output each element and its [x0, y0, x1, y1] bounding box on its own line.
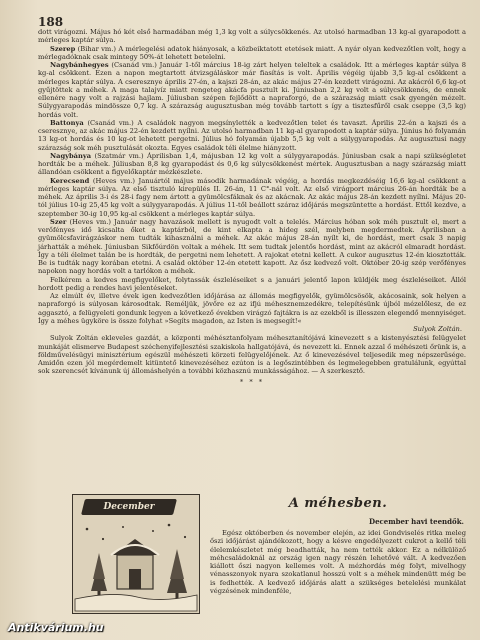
paragraph-text: Felkérem a kedves megfigyelőket, folytassák észleléseiket s a januári jelentő lapon küldjék meg észleléseiket. Állól hordott pedig a rendes havi jelentéseket. [38, 275, 466, 292]
station-name: Szerep [50, 44, 76, 53]
station-name: Nagybánya [50, 151, 92, 160]
paragraph [38, 45, 466, 62]
body-text [38, 28, 466, 389]
illustration-title: December [103, 502, 155, 512]
paragraph-text: (Szatmár vm.) Áprilisban 1,4, májusban 12 kg volt a súlygyarapodás. Júniusban csak a napi szükségletet hordták be a méhek. Júliusban 8,8 kg gyarapodást és 0,6 kg súlycsökkenést mértek. Augusztusban a nagy szárazság miatt állandóan csökkent a figyelőkaptár mézkészlete. [38, 151, 466, 177]
page-number: 188 [38, 15, 64, 29]
subheading: December havi teendők. [369, 517, 464, 526]
paragraph [38, 218, 466, 276]
paragraph [38, 276, 466, 293]
station-name: Nagybánhegyes [50, 61, 109, 69]
paragraph [38, 292, 466, 325]
paragraph-text: (Heves vm.) Januártól május második harmadának végéig, a hordás megkezdéséig 16,6 kg-al csökkent a mérleges kaptár súlya. Az első tisztuló kirepülés II. 26-án, 11 C°-nál volt. Az első virágport március 26-án hordták be a méhek. Az április 3-i és 28-i fagy nem ártott a gyümölcsfáknak és az akácnak. Az akác május 28-án kezdett nyílni. Május 20-tól július 10-ig 25,45 kg volt a súlygyarapodás. A július 11-től beállott száraz időjárás megszüntette a hordást. Ettől kezdve, a szeptember 30-ig 10,95 kg-al csökkent a mérleges kaptár súlya. [38, 176, 466, 218]
station-name: Kerecsend [50, 176, 90, 185]
paragraph [38, 152, 466, 177]
paragraph-text: dott virágozni. Május hó két első harmadában még 1,3 kg volt a súlycsökkenés. Az utolsó harmadban 13 kg-al gyarapodott a mérleges kaptár súlya. [38, 28, 466, 45]
paragraph [38, 177, 466, 218]
paragraph [38, 61, 466, 119]
paragraph [38, 119, 466, 152]
paragraph-text: Az elmúlt év, illetve évek igen kedvezőtlen időjárása az állomás megfigyelők, gyümölcsösök, akácosaink, sok helyen a napraforgó is súlyosan károsodtak. Reméljük, jövőre ez az ifjú méhesznemzedékre, telepítésünk újból mézelőlesz, de ez aggasztó, a felügyeleti gondunk legyen a következő években virágzó fajtákra is az ezekből is illesszen elegendő mennyiséget. Így a méhes ügyköre is össze folyhat »Segíts magadon, az Isten is megsegít!« [38, 292, 466, 325]
section-title: A méhesben. [288, 496, 388, 511]
station-name: Battonya [50, 118, 84, 127]
paragraph: Egész októberben és november elején, az idei Gondviselés ritka meleg őszi időjárást ajándékozott, hogy a késve engedélyezett cukrot a kellő téli élelemkészletet még beadhatták, ha nem tették akkor. Ez a nélkülöző méhcsaládoknál az ország igen nagy részén lehetővé vált. A kedvezően kiállott őszi nagyon kellemes volt. A mézhordás még folyt, mivelhogy vénasszonyok nyara szokatlanul hosszú volt s a méhek mindenütt még be is fedhették. A kedvező időjárás alatt a szükséges betelelési munkálat végzésének mindenféle, [210, 529, 466, 595]
separator: * * * [239, 377, 265, 386]
paragraph-text: (Csanád vm.) Január 1-től március 18-ig zárt helyen teleltek a családok. Itt a mérleges kaptár súlya 8 kg-al csökkent. Ezen a napon megtartott átvizsgáláskor már fiasítás is volt. Április végéig újabb 3,5 kg-al csökkent a mérleges kaptár súlya. A cseresznye április 27-én, a kajszi 28-án, az akác május 27-én kezdett virágozni. Az akácról 6,6 kg-ot gyűjtöttek a méhek. A maga talajvíz miatt rengeteg akácfa pusztult ki. Júniusban 2,2 kg volt a súlycsökkenés, de ennek ellenére nagy volt a rajzási hajlam. Júliusban szépen fejlődött a napraforgó, de a szárazság miatt csak gyengén mézelt. Súlygyarapodás mindössze 0,7 kg. A szárazság augusztusban még tovább tartott s így a tisztesfűről csak cseppe (3,5 kg) hordás volt. [38, 61, 466, 119]
paragraph [38, 28, 466, 45]
column-text [210, 529, 466, 595]
december-illustration [72, 494, 200, 614]
station-name: Szer [50, 217, 67, 226]
signature: Sulyok Zoltán. [413, 325, 462, 333]
winter-scene-icon [73, 495, 199, 613]
paragraph-text: (Bihar vm.) A mérlegelési adatok hiányosak, a közbeiktatott etetések miatt. A nyár olyan kedvezőtlen volt, hogy a mérlegadóknak csak mintegy 50%-át lehetett betelelni. [38, 44, 466, 61]
paragraph-text: (Csanád vm.) A családok nagyon megsínylették a kedvezőtlen telet és tavaszt. Április 22-én a kajszi és a cseresznye, az akác május 22-én kezdett nyílni. Az utolsó harmadban 11 kg-al gyarapodott a kaptár súlya. Június hó folyamán 13 kg-ot hordás és 10 kg-ot lehetett pergetni. Július hó folyamán újabb 5,5 kg volt a súlygyarapodás. Az augusztusi nagy szárazság sok méh pusztulását okozta. Egyes családok téli élelme hiányzott. [38, 118, 466, 152]
watermark: Antikvárium.hu [8, 621, 104, 634]
paragraph-text: (Heves vm.) Január nagy havazások mellett is nyugodt volt a telelés. Március hóban sok méh pusztult el, mert a verőfényes idő kicsalta őket a kaptárból, de kint elkapta a hideg szél, melyben megdermedtek. Áprilisban a gyümölcsfavirágzáskor nem tudták kihasználni a méhek. Az akác május 28-án nyílt ki, de hordást, mert csak 3 napig járhatták a méhek. Júniusban Sikfőúrdön voltak a méhek. Itt sem tudtak jelentős hordást, mint az akácról elmaradt hordást. Így a téli élelmet talán be is hordták, de pergetni nem lehetett. A rajokat etetni kellett. A cukor augusztus 12-én kiosztották. Be is tudták nagy korában etetni. A család október 12-én etetett kapott. Az ősz kedvező volt. Október 20-ig szép verőfényes napokon nagy hordás volt a tarlókon a méhek. [38, 217, 466, 276]
announcement: Sulyok Zoltán ekleveles gazdát, a központi méhésztanfolyam méhesztanítójává kinevezett s a kistenyésztési felügyelet munkáját elismerve Budapest széchenyifejlesztési szakiskola hallgatójává, és nevezett ki. Ennek azzal ő méhészeti őrünk is, a földművelésügyi minisztérium egészül méhészeti körzeti felügyelőjének. Az ő kinevezésével teljesedik meg népszerűsége. Amidőn ezen jól megérdemelt kitüntető kinevezéséhez ezúton is a legőszintébben és legmelegebben gratulálunk, egyúttal sok szerencsét kívánunk új állomáshelyén a további közhasznú munkásságához. — A szerkesztő. [38, 334, 466, 376]
